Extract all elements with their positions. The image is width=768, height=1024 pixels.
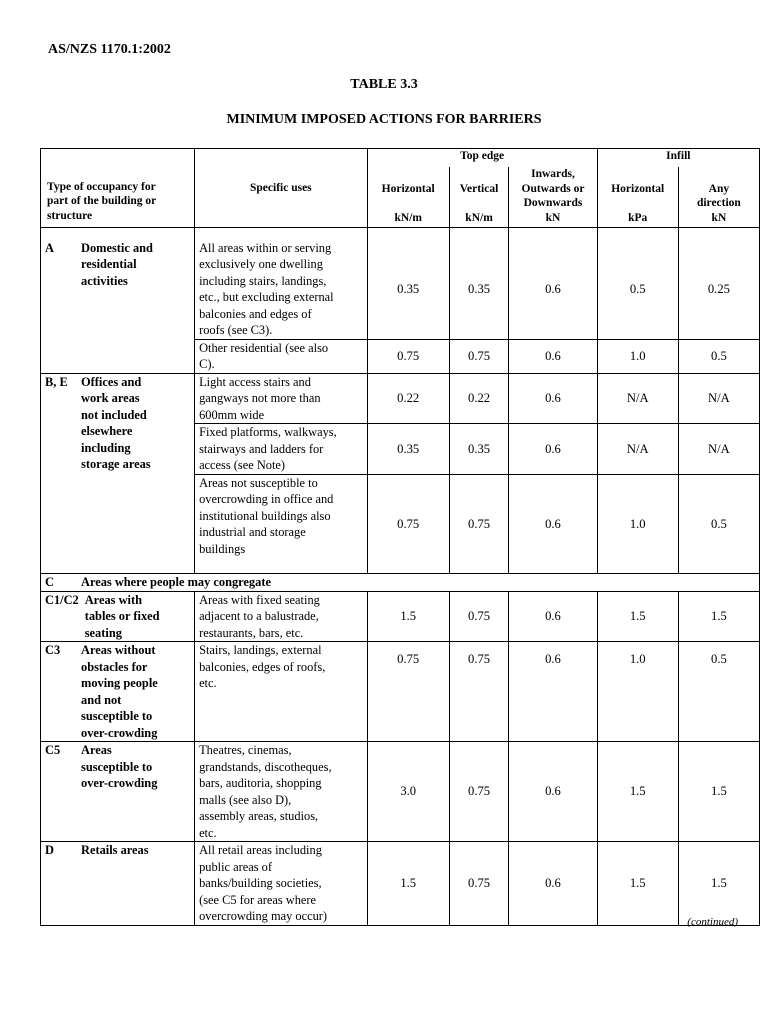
header-infill-any-direction <box>678 167 759 228</box>
value-top-vertical: 0.35 <box>449 240 509 340</box>
use-line: Areas with fixed seating <box>199 592 320 607</box>
specific-use-cell <box>195 373 368 424</box>
value-top-vertical: 0.75 <box>449 642 509 742</box>
occupancy-name-line: Areas <box>81 743 112 757</box>
use-line: Fixed platforms, walkways, <box>199 425 337 439</box>
use-line: including stairs, landings, <box>199 273 327 288</box>
table-row-be-1 <box>41 373 760 424</box>
value-infill-any-direction: N/A <box>678 424 759 475</box>
occupancy-name-line: not included <box>81 407 147 422</box>
occupancy-c5 <box>41 742 195 842</box>
use-line: Areas not susceptible to <box>199 475 318 490</box>
use-line: C). <box>199 357 215 371</box>
use-line: malls (see also D), <box>199 792 292 807</box>
header-any-direction-line: Any <box>708 182 730 195</box>
value-infill-horizontal: 1.0 <box>597 339 678 373</box>
occupancy-name-line: Retails areas <box>81 843 149 857</box>
use-line: Light access stairs and <box>199 374 311 389</box>
occupancy-d <box>41 842 195 926</box>
table-row-d <box>41 842 760 926</box>
value-infill-horizontal: N/A <box>597 373 678 424</box>
header-infill-label: Infill <box>666 150 691 162</box>
table-row-c-heading <box>41 574 760 592</box>
occupancy-code: C5 <box>45 743 61 757</box>
use-line: restaurants, bars, etc. <box>199 625 304 640</box>
specific-use-cell <box>195 424 368 475</box>
use-line: exclusively one dwelling <box>199 257 323 271</box>
header-unit: kN <box>545 211 561 224</box>
use-line: All areas within or serving <box>199 240 332 255</box>
use-line: Other residential (see also <box>199 340 329 355</box>
use-line: assembly areas, studios, <box>199 809 319 823</box>
occupancy-name-line: Areas without <box>81 643 156 657</box>
value-top-horizontal: 0.75 <box>367 339 449 373</box>
specific-use-cell <box>195 339 368 373</box>
use-line: balconies and edges of <box>199 306 312 321</box>
occupancy-name-line: susceptible to <box>81 759 153 774</box>
occupancy-name-line: activities <box>81 273 128 288</box>
value-top-vertical: 0.22 <box>449 373 509 424</box>
header-infill-horizontal <box>597 167 678 228</box>
barriers-table <box>40 148 760 926</box>
use-line: access (see Note) <box>199 458 286 472</box>
value-top-vertical: 0.75 <box>449 339 509 373</box>
use-line: 600mm wide <box>199 407 265 422</box>
header-inwards-line: Inwards, <box>531 168 575 180</box>
value-infill-horizontal: 1.5 <box>597 591 678 642</box>
header-horizontal-label: Horizontal <box>381 183 435 195</box>
header-infill <box>597 149 759 168</box>
occupancy-name-line: over-crowding <box>81 725 158 740</box>
use-line: public areas of <box>199 859 272 874</box>
value-top-horizontal: 0.75 <box>367 474 449 574</box>
value-infill-horizontal: 1.0 <box>597 642 678 742</box>
occupancy-name-line: work areas <box>81 391 140 405</box>
header-unit: kN/m <box>465 211 493 224</box>
use-line: stairways and ladders for <box>199 441 324 456</box>
use-line: roofs (see C3). <box>199 323 273 337</box>
occupancy-name-line: Areas where people may congregate <box>81 575 271 589</box>
value-top-inwards: 0.6 <box>509 591 597 642</box>
specific-use-cell <box>195 240 368 340</box>
continued-label: (continued) <box>687 916 738 928</box>
use-line: overcrowding in office and <box>199 492 334 506</box>
value-infill-any-direction: 0.25 <box>678 240 759 340</box>
value-top-inwards: 0.6 <box>509 842 597 926</box>
table-row-a-1 <box>41 240 760 340</box>
header-type-line: part of the building or <box>47 195 157 207</box>
header-horizontal-label: Horizontal <box>611 183 665 195</box>
specific-use-cell <box>195 842 368 926</box>
occupancy-name-line: Areas with <box>84 592 142 607</box>
header-inwards-line: Downwards <box>523 197 583 209</box>
use-line: Stairs, landings, external <box>199 643 322 657</box>
occupancy-code: C <box>45 575 54 589</box>
value-top-inwards: 0.6 <box>509 474 597 574</box>
use-line: etc. <box>199 676 217 690</box>
occupancy-name-line: tables or fixed <box>84 609 160 623</box>
value-infill-horizontal: 1.0 <box>597 474 678 574</box>
value-top-vertical: 0.75 <box>449 591 509 642</box>
value-top-horizontal: 0.22 <box>367 373 449 424</box>
use-line: (see C5 for areas where <box>199 892 317 907</box>
use-line: overcrowding may occur) <box>199 909 328 923</box>
value-top-horizontal: 3.0 <box>367 742 449 842</box>
use-line: industrial and storage <box>199 525 306 539</box>
use-line: grandstands, discotheques, <box>199 759 332 774</box>
occupancy-name-line: susceptible to <box>81 709 153 723</box>
value-top-horizontal: 1.5 <box>367 591 449 642</box>
occupancy-name-line: residential <box>81 257 137 271</box>
value-top-inwards: 0.6 <box>509 240 597 340</box>
value-infill-any-direction: 0.5 <box>678 339 759 373</box>
value-top-horizontal: 0.75 <box>367 642 449 742</box>
occupancy-be <box>41 373 195 574</box>
header-type-line: structure <box>47 209 93 222</box>
use-line: banks/building societies, <box>199 876 322 890</box>
occupancy-code: A <box>45 240 54 255</box>
header-unit: kN/m <box>394 211 422 224</box>
header-top-inwards <box>509 167 597 228</box>
spacer-row <box>41 228 760 240</box>
use-line: institutional buildings also <box>199 508 331 523</box>
occupancy-c-heading <box>41 574 760 592</box>
table-row-c5 <box>41 742 760 842</box>
value-infill-any-direction: 0.5 <box>678 642 759 742</box>
occupancy-name-line: over-crowding <box>81 776 158 790</box>
value-top-inwards: 0.6 <box>509 742 597 842</box>
occupancy-a <box>41 240 195 374</box>
occupancy-code: B, E <box>45 374 68 389</box>
header-vertical-label: Vertical <box>459 183 499 195</box>
occupancy-name-line: including <box>81 440 131 455</box>
value-infill-horizontal: N/A <box>597 424 678 475</box>
use-line: All retail areas including <box>199 843 322 857</box>
header-any-direction-line: direction <box>696 197 741 209</box>
occupancy-code: C1/C2 <box>45 592 79 607</box>
use-line: etc., but excluding external <box>199 290 334 304</box>
use-line: bars, auditoria, shopping <box>199 776 322 790</box>
table-number: TABLE 3.3 <box>350 77 418 92</box>
value-top-inwards: 0.6 <box>509 424 597 475</box>
value-top-horizontal: 0.35 <box>367 240 449 340</box>
header-top-edge <box>367 149 597 168</box>
header-specific-uses <box>195 149 368 228</box>
value-infill-horizontal: 1.5 <box>597 842 678 926</box>
header-inwards-line: Outwards or <box>521 182 585 195</box>
use-line: balconies, edges of roofs, <box>199 659 326 674</box>
header-group-row <box>41 149 760 168</box>
occupancy-c3 <box>41 642 195 742</box>
use-line: adjacent to a balustrade, <box>199 609 319 623</box>
header-top-horizontal <box>367 167 449 228</box>
specific-use-cell <box>195 642 368 742</box>
standard-reference: AS/NZS 1170.1:2002 <box>48 42 171 57</box>
value-infill-any-direction: 1.5 <box>678 591 759 642</box>
occupancy-name-line: storage areas <box>81 457 151 471</box>
value-infill-any-direction: 0.5 <box>678 474 759 574</box>
occupancy-code: C3 <box>45 643 61 657</box>
value-top-vertical: 0.75 <box>449 474 509 574</box>
value-top-inwards: 0.6 <box>509 373 597 424</box>
specific-use-cell <box>195 591 368 642</box>
occupancy-name-line: elsewhere <box>81 424 133 438</box>
use-line: Theatres, cinemas, <box>199 743 292 757</box>
value-top-vertical: 0.75 <box>449 742 509 842</box>
use-line: gangways not more than <box>199 391 321 405</box>
header-top-vertical <box>449 167 509 228</box>
value-top-vertical: 0.35 <box>449 424 509 475</box>
value-top-inwards: 0.6 <box>509 339 597 373</box>
occupancy-name-line: Domestic and <box>81 240 153 255</box>
occupancy-name-line: obstacles for <box>81 659 148 674</box>
header-unit: kPa <box>628 211 648 224</box>
header-top-edge-label: Top edge <box>460 150 505 162</box>
value-infill-horizontal: 1.5 <box>597 742 678 842</box>
specific-use-cell <box>195 474 368 574</box>
occupancy-name-line: moving people <box>81 676 158 690</box>
occupancy-name-line: and not <box>81 692 122 707</box>
occupancy-code: D <box>45 843 54 857</box>
use-line: buildings <box>199 541 246 556</box>
header-unit: kN <box>711 211 727 224</box>
use-line: etc. <box>199 825 217 840</box>
value-infill-any-direction: N/A <box>678 373 759 424</box>
value-top-horizontal: 0.35 <box>367 424 449 475</box>
occupancy-name-line: seating <box>84 625 122 640</box>
specific-use-cell <box>195 742 368 842</box>
table-title: MINIMUM IMPOSED ACTIONS FOR BARRIERS <box>226 112 542 127</box>
value-top-vertical: 0.75 <box>449 842 509 926</box>
value-infill-horizontal: 0.5 <box>597 240 678 340</box>
occupancy-c1c2 <box>41 591 195 642</box>
header-specific-uses-label: Specific uses <box>250 181 312 194</box>
table-row-c1c2 <box>41 591 760 642</box>
value-top-horizontal: 1.5 <box>367 842 449 926</box>
occupancy-name-line: Offices and <box>81 374 142 389</box>
value-infill-any-direction: 1.5 <box>678 742 759 842</box>
value-infill-any-direction: 1.5 <box>678 842 759 926</box>
header-type-line: Type of occupancy for <box>47 180 156 193</box>
header-type-of-occupancy <box>41 149 195 228</box>
value-top-inwards: 0.6 <box>509 642 597 742</box>
table-row-c3 <box>41 642 760 742</box>
